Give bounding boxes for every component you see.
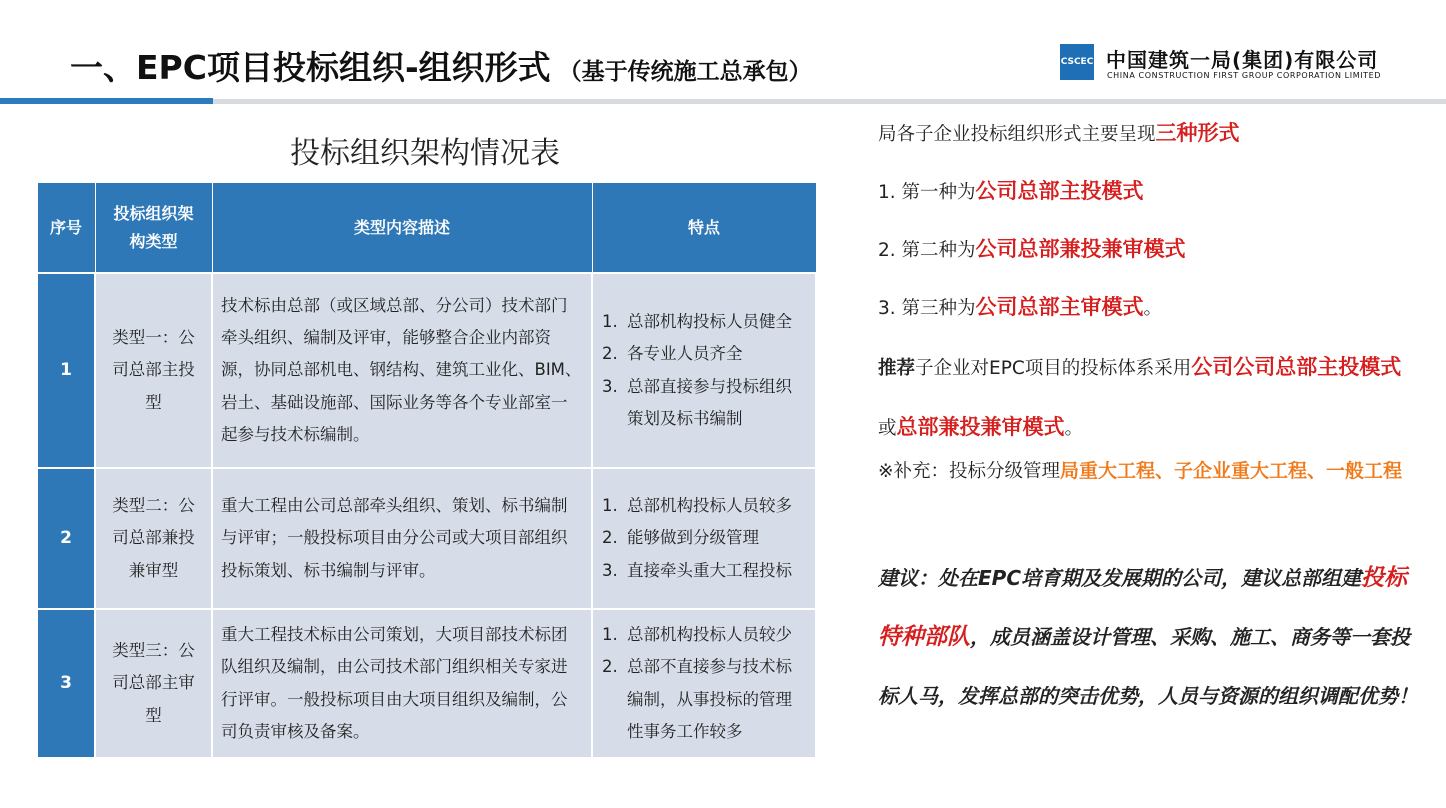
suggestion-text: 建议：处在EPC培育期及发展期的公司，建议总部组建 xyxy=(878,566,1361,590)
mode-item-1-name: 公司总部主投模式 xyxy=(975,179,1144,203)
mode-item-3-suffix: 。 xyxy=(1143,298,1163,319)
mode-item-2-name: 公司总部兼投兼审模式 xyxy=(975,237,1186,261)
cscec-logo-icon: CSCEC xyxy=(1060,44,1094,80)
recommendation-end: 。 xyxy=(1064,418,1084,439)
row-type: 类型二：公司总部兼投兼审型 xyxy=(95,468,212,609)
intro-text: 局各子企业投标组织形式主要呈现 xyxy=(878,124,1156,145)
company-name-cn: 中国建筑一局(集团)有限公司 xyxy=(1106,48,1379,72)
mode-item-3-prefix: 3. 第三种为 xyxy=(878,298,976,319)
feature-item: 1. 总部机构投标人员较少 xyxy=(623,619,807,651)
header-divider xyxy=(0,99,1446,104)
recommendation-label: 推荐 xyxy=(878,358,916,379)
row-type: 类型三：公司总部主审型 xyxy=(95,609,212,758)
table-title: 投标组织架构情况表 xyxy=(290,136,560,171)
row-description: 技术标由总部（或区域总部、分公司）技术部门牵头组织、编制及评审，能够整合企业内部资源，协同总部机电、钢结构、建筑工业化、BIM、岩土、基础设施部、国际业务等各个专业部室一起参与技术标编制。 xyxy=(212,273,592,468)
suggestion xyxy=(878,549,1418,726)
mode-item-1 xyxy=(878,175,1144,205)
table-row xyxy=(37,609,816,758)
organization-table xyxy=(36,182,817,759)
recommendation-or: 或 xyxy=(878,418,897,439)
col-header-features: 特点 xyxy=(592,183,816,274)
company-name-en: CHINA CONSTRUCTION FIRST GROUP CORPORATION LIMITED xyxy=(1107,71,1382,80)
table-row xyxy=(37,273,816,468)
intro-line xyxy=(878,117,1240,147)
mode-item-3-name: 公司总部主审模式 xyxy=(975,295,1144,319)
feature-item: 2. 总部不直接参与技术标编制，从事投标的管理性事务工作较多 xyxy=(623,651,807,748)
mode-item-2-prefix: 2. 第二种为 xyxy=(878,240,976,261)
supplement-highlight: 局重大工程、子企业重大工程、一般工程 xyxy=(1060,460,1403,482)
feature-item: 3. 直接牵头重大工程投标 xyxy=(623,555,807,587)
recommendation-text: 子企业对EPC项目的投标体系采用 xyxy=(915,358,1192,379)
row-number: 2 xyxy=(37,468,95,609)
slide-subtitle: （基于传统施工总承包） xyxy=(558,59,812,85)
mode-item-1-prefix: 1. 第一种为 xyxy=(878,182,976,203)
feature-item: 1. 总部机构投标人员较多 xyxy=(623,490,807,522)
mode-item-3 xyxy=(878,291,1162,321)
feature-item: 3. 总部直接参与投标组织策划及标书编制 xyxy=(623,371,807,435)
intro-highlight: 三种形式 xyxy=(1155,121,1240,145)
row-description: 重大工程技术标由公司策划，大项目部技术标团队组织及编制，由公司技术部门组织相关专家进行评审。一般投标项目由大项目组织及编制，公司负责审核及备案。 xyxy=(212,609,592,758)
recommendation-mode-1: 公司公司总部主投模式 xyxy=(1191,355,1402,379)
row-number: 1 xyxy=(37,273,95,468)
supplement-text: ※补充：投标分级管理 xyxy=(878,461,1061,482)
feature-item: 2. 各专业人员齐全 xyxy=(623,338,807,370)
company-logo xyxy=(1060,44,1410,84)
row-features xyxy=(592,273,816,468)
recommendation-mode-2: 总部兼投兼审模式 xyxy=(896,415,1065,439)
col-header-type-text: 投标组织架构类型 xyxy=(113,204,194,251)
row-features xyxy=(592,468,816,609)
table-row xyxy=(37,468,816,609)
supplement xyxy=(878,445,1408,498)
slide-title-text: 一、EPC项目投标组织-组织形式 xyxy=(70,48,551,87)
col-header-number: 序号 xyxy=(37,183,95,274)
row-type: 类型一：公司总部主投型 xyxy=(95,273,212,468)
suggestion-text-rest: ，成员涵盖设计管理、采购、施工、商务等一套投标人马，发挥总部的突击优势，人员与资源的组织调配优势！ xyxy=(878,625,1418,708)
col-header-type xyxy=(95,183,212,274)
table-header-row xyxy=(37,183,816,274)
mode-item-2 xyxy=(878,233,1186,263)
feature-item: 2. 能够做到分级管理 xyxy=(623,522,807,554)
col-header-description: 类型内容描述 xyxy=(212,183,592,274)
feature-item: 1. 总部机构投标人员健全 xyxy=(623,306,807,338)
slide-header xyxy=(0,0,1446,104)
row-description: 重大工程由公司总部牵头组织、策划、标书编制与评审；一般投标项目由分公司或大项目部组织投标策划、标书编制与评审。 xyxy=(212,468,592,609)
slide-title xyxy=(70,42,812,89)
row-number: 3 xyxy=(37,609,95,758)
header-accent-bar xyxy=(0,98,213,104)
recommendation xyxy=(878,338,1408,458)
row-features xyxy=(592,609,816,758)
suggestion-highlight: 投标特种部队 xyxy=(878,565,1407,650)
